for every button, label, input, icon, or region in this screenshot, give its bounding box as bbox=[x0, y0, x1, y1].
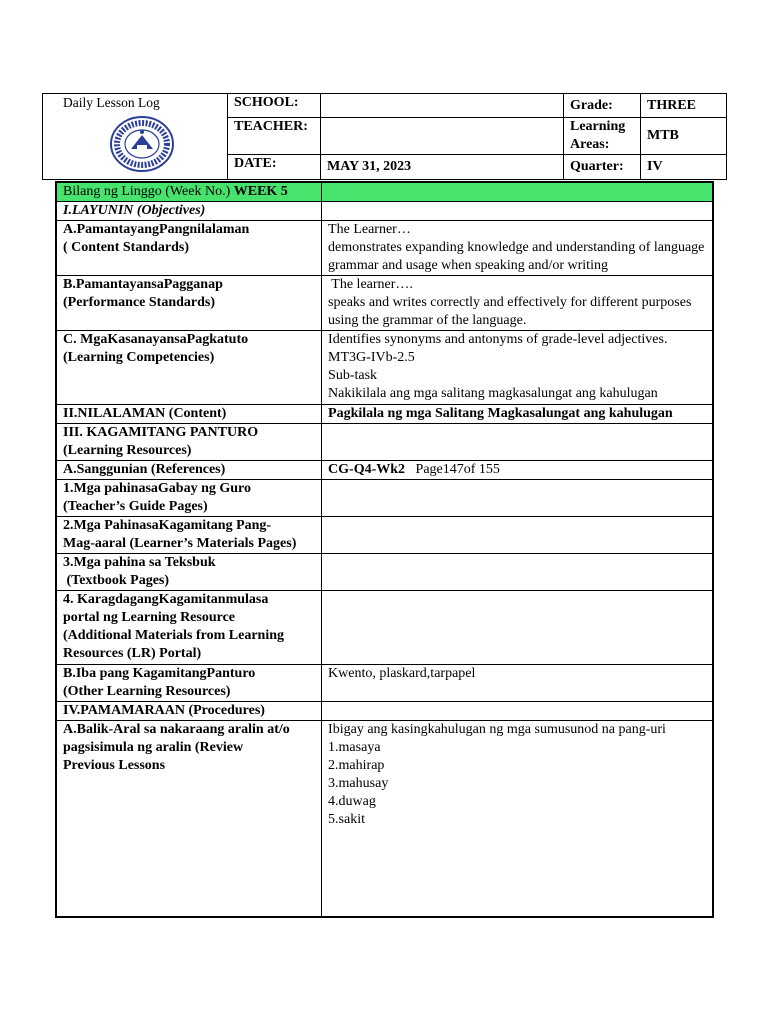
review-intro: Ibigay ang kasingkahulugan ng mga sumusunod na pang-uri bbox=[328, 722, 666, 737]
teacher-label: TEACHER: bbox=[228, 118, 321, 155]
additional-materials-row: 4. KaragdagangKagamitanmulasa portal ng Learning Resource (Additional Materials from Learning Resources (LR) Portal) bbox=[56, 591, 713, 665]
objectives-row bbox=[56, 202, 713, 221]
teacher-value bbox=[321, 118, 564, 155]
objectives-heading: I.LAYUNIN (Objectives) bbox=[56, 202, 322, 221]
grade-label: Grade: bbox=[564, 94, 641, 118]
other-resources-row: B.Iba pang KagamitangPanturo (Other Learning Resources) Kwento, plaskard,tarpapel bbox=[56, 665, 713, 702]
teachers-guide-row: 1.Mga pahinasaGabay ng Guro (Teacher’s Guide Pages) bbox=[56, 480, 713, 517]
list-item: 1.masaya bbox=[328, 740, 381, 755]
content-row: II.NILALAMAN (Content) Pagkilala ng mga Salitang Magkasalungat ang kahulugan bbox=[56, 405, 713, 424]
school-label: SCHOOL: bbox=[228, 94, 321, 118]
date-value: MAY 31, 2023 bbox=[321, 155, 564, 180]
school-value bbox=[321, 94, 564, 118]
grade-value: THREE bbox=[641, 94, 727, 118]
week-value: WEEK 5 bbox=[233, 184, 288, 199]
procedures-row: IV.PAMAMARAAN (Procedures) bbox=[56, 702, 713, 721]
review-row: A.Balik-Aral sa nakaraang aralin at/o pagsisimula ng aralin (Review Previous Lessons Ibigay ang kasingkahulugan ng mga sumusunod na pang-uri 1.masaya 2.mahirap 3.mahusay 4.duwag 5.sakit bbox=[56, 721, 713, 917]
date-label: DATE: bbox=[228, 155, 321, 180]
list-item: 3.mahusay bbox=[328, 776, 389, 791]
logo-cell bbox=[43, 94, 228, 180]
list-item: 2.mahirap bbox=[328, 758, 385, 773]
header-table bbox=[42, 93, 727, 180]
list-item: 5.sakit bbox=[328, 812, 365, 827]
week-empty bbox=[322, 182, 713, 202]
list-item: 4.duwag bbox=[328, 794, 376, 809]
deped-seal-icon bbox=[109, 115, 175, 173]
content-standards-row: A.PamantayangPangnilalaman ( Content Standards) The Learner… demonstrates expanding knowledge and understanding of language grammar and usage when speaking and/or writing bbox=[56, 221, 713, 276]
textbook-row: 3.Mga pahina sa Teksbuk (Textbook Pages) bbox=[56, 554, 713, 591]
learners-materials-row: 2.Mga PahinasaKagamitang Pang- Mag-aaral (Learner’s Materials Pages) bbox=[56, 517, 713, 554]
quarter-value: IV bbox=[641, 155, 727, 180]
learning-resources-row: III. KAGAMITANG PANTURO (Learning Resources) bbox=[56, 424, 713, 461]
week-row bbox=[56, 182, 713, 202]
references-row: A.Sanggunian (References) CG-Q4-Wk2 Page147of 155 bbox=[56, 461, 713, 480]
learning-competencies-row: C. MgaKasanayansaPagkatuto (Learning Competencies) Identifies synonyms and antonyms of grade-level adjectives. MT3G-IVb-2.5 Sub-task Nakikilala ang mga salitang magkasalungat ang kahulugan bbox=[56, 331, 713, 405]
log-title: Daily Lesson Log bbox=[63, 95, 160, 110]
quarter-label: Quarter: bbox=[564, 155, 641, 180]
week-label: Bilang ng Linggo (Week No.) bbox=[63, 184, 231, 199]
learning-areas-label: Learning Areas: bbox=[564, 118, 641, 155]
week-cell bbox=[56, 182, 322, 202]
learning-areas-value: MTB bbox=[641, 118, 727, 155]
lesson-table bbox=[55, 181, 714, 918]
performance-standards-row: B.PamantayansaPagganap (Performance Standards) The learner…. speaks and writes correctly and effectively for different purposes using the grammar of the language. bbox=[56, 276, 713, 331]
